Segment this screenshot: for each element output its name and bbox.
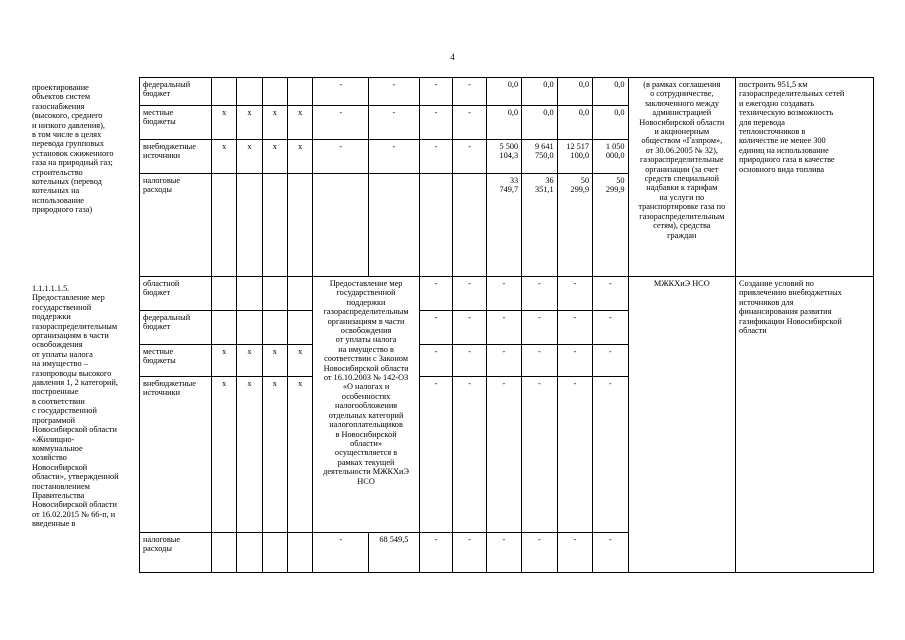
funding-source: областной бюджет [140,277,212,311]
cell: х [262,345,287,377]
cell [419,174,452,277]
cell: х [211,377,236,533]
cell: - [453,106,486,140]
cell: - [453,377,486,533]
cell: х [237,140,262,174]
value-cell: 0,0 [486,78,521,106]
funding-source: налоговые расходы [140,533,212,573]
value-cell: 0,0 [522,78,557,106]
cell: - [419,533,452,573]
cell [262,277,287,311]
value-cell: 36 351,1 [522,174,557,277]
cell: х [262,140,287,174]
value-cell: - [522,533,557,573]
value-cell: - [522,277,557,311]
result-cell: Создание условий по привлечению внебюджетных источников для финансирования развития газификации Новосибирской области [736,277,874,573]
cell: - [453,345,486,377]
cell [288,277,313,311]
value-cell: 0,0 [593,78,628,106]
cell: - [419,106,452,140]
cell: - [313,106,369,140]
cell: х [288,140,313,174]
value-cell: - [593,377,628,533]
cell: х [288,106,313,140]
value-cell: - [522,311,557,345]
value-cell: - [486,533,521,573]
cell: - [369,106,420,140]
value-cell: - [486,377,521,533]
cell: - [419,277,452,311]
cell [262,174,287,277]
cell: - [453,277,486,311]
measure-cell: Предоставление мер государственной поддержки газораспределительным организациям в части освобождения от уплаты налога на имущество в соответствии с Законом Новосибирской области от 16.10.2003 № 142-ОЗ «О налогах и особенностях налогообложения отдельных категорий налогоплательщиков в Новосибирской области» осуществляется в рамках текущей деятельности МЖКХиЭ НСО [313,277,419,533]
cell [211,174,236,277]
funding-source: федеральный бюджет [140,78,212,106]
value-cell: - [593,277,628,311]
funding-source: внебюджетные источники [140,140,212,174]
block2-description: 1.1.1.1.1.5. Предоставление мер государственной поддержки газораспределительным организациям в части освобождения от уплаты налога на имущество – газопроводы высокого давления 1, 2 категорий, построенные в соответствии с государственной программой Новосибирской области «Жилищно- коммунальное хозяйство Новосибирской области», утвержденной постановлением Правительства Новосибирской области от 16.02.2015 № 66-п, и введенные в [32,284,119,529]
value-cell: - [486,277,521,311]
value-cell: - [557,277,592,311]
cell: х [237,345,262,377]
table-row [140,78,874,106]
value-cell: - [593,311,628,345]
program-table [139,77,874,573]
cell: х [288,377,313,533]
cell: - [453,78,486,106]
value-cell: 5 500 104,3 [486,140,521,174]
funding-source: налоговые расходы [140,174,212,277]
value-cell: - [557,345,592,377]
cell [262,78,287,106]
cell: х [288,345,313,377]
cell [237,277,262,311]
value-cell: - [486,311,521,345]
cell [288,311,313,345]
executor-cell: МЖКХиЭ НСО [628,277,735,573]
cell [262,311,287,345]
cell: х [211,106,236,140]
value-cell: - [557,533,592,573]
value-cell: 0,0 [557,78,592,106]
cell [211,311,236,345]
cell: - [419,140,452,174]
cell: х [237,377,262,533]
funding-source: федеральный бюджет [140,311,212,345]
result-cell: построить 951,5 км газораспределительных сетей и ежегодно создавать техническую возможность для перевода теплоисточников в количестве не менее 300 единиц на использование природного газа в качестве основного вида топлива [736,78,874,277]
value-cell: 1 050 000,0 [593,140,628,174]
value-cell: 12 517 100,0 [557,140,592,174]
value-cell: 50 299,9 [557,174,592,277]
executor-cell: (в рамках соглашения о сотрудничестве, заключенного между администрацией Новосибирской области и акционерным обществом «Газпром», от 30.06.2005 № 32), газораспределительные организации (за счет средств специальной надбавки к тарифам на услуги по транспортировке газа по газораспределительным сетям), средства граждан [628,78,735,277]
value-cell: 33 749,7 [486,174,521,277]
cell: - [419,377,452,533]
value-cell: - [522,345,557,377]
cell [237,78,262,106]
cell [211,277,236,311]
cell: - [369,140,420,174]
cell [211,78,236,106]
cell: - [419,78,452,106]
cell [288,533,313,573]
cell [211,533,236,573]
page-number: 4 [450,52,455,62]
block1-description: проектирование объектов систем газоснабжения (высокого, среднего и низкого давления), в том числе в целях перевода групповых установок сжиженного газа на природный газ; строительство котельных (перевод котельных на использование природного газа) [32,83,114,215]
cell: х [262,377,287,533]
value-cell: - [557,377,592,533]
cell: х [211,140,236,174]
value-cell: - [522,377,557,533]
cell: х [262,106,287,140]
cell [237,311,262,345]
cell [237,174,262,277]
value-cell: 0,0 [486,106,521,140]
value-cell: 0,0 [522,106,557,140]
cell: - [313,140,369,174]
cell: х [211,345,236,377]
cell [262,533,287,573]
value-cell: - [486,345,521,377]
cell [453,174,486,277]
cell [288,174,313,277]
cell: - [453,140,486,174]
cell: 68 549,5 [369,533,420,573]
cell: - [313,533,369,573]
cell: - [419,345,452,377]
value-cell: 50 299,9 [593,174,628,277]
cell [237,533,262,573]
cell: х [237,106,262,140]
cell [288,78,313,106]
value-cell: 0,0 [557,106,592,140]
cell [313,174,369,277]
funding-source: местные бюджеты [140,345,212,377]
table-row [140,277,874,311]
cell: - [453,533,486,573]
value-cell: - [593,533,628,573]
cell: - [369,78,420,106]
cell: - [419,311,452,345]
cell: - [453,311,486,345]
value-cell: - [593,345,628,377]
funding-source: местные бюджеты [140,106,212,140]
value-cell: - [557,311,592,345]
value-cell: 9 641 750,0 [522,140,557,174]
value-cell: 0,0 [593,106,628,140]
cell [369,174,420,277]
cell: - [313,78,369,106]
funding-source: внебюджетные источники [140,377,212,533]
